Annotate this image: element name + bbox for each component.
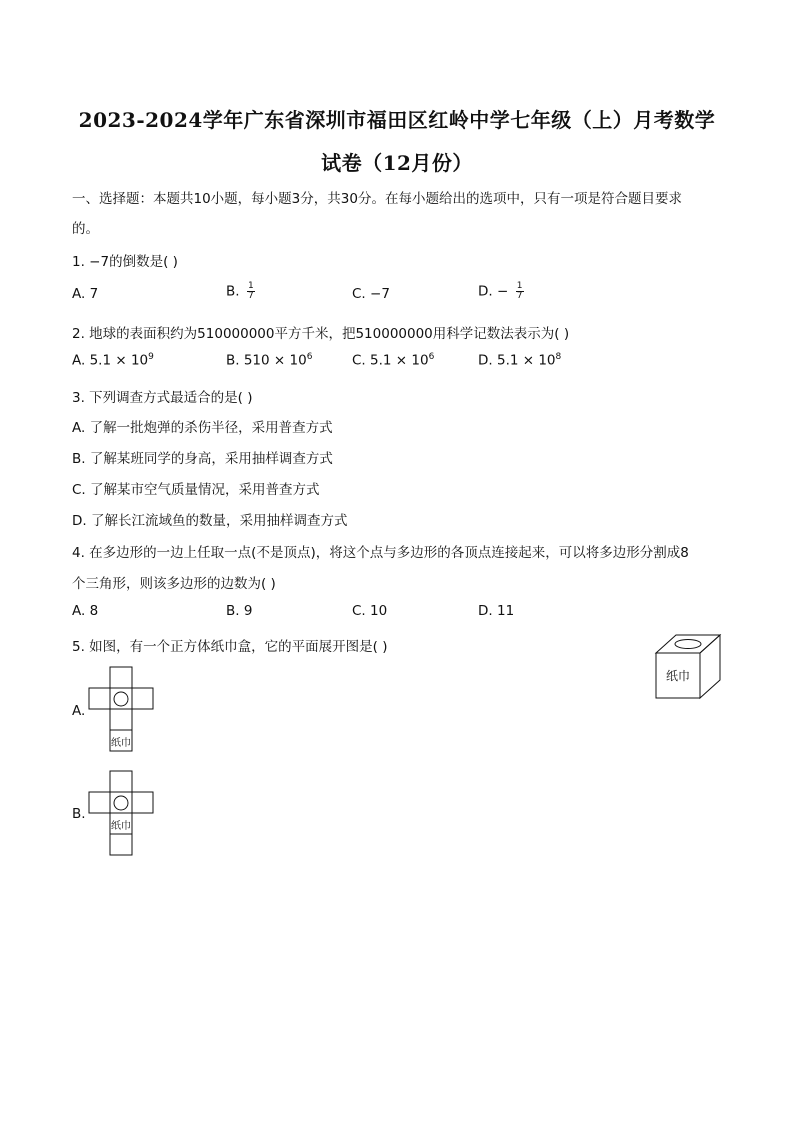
q2-option-a-base: A. 5.1 × 10 — [72, 352, 149, 369]
q1-option-c: C. −7 — [352, 286, 390, 302]
q4-option-b: B. 9 — [226, 603, 253, 619]
q5-option-b-net-label: 纸巾 — [111, 821, 131, 832]
q2-option-b-base: B. 510 × 10 — [226, 352, 307, 369]
q5-option-b-net — [88, 770, 156, 858]
q2-option-c — [352, 352, 434, 369]
q5-option-a-net-label: 纸巾 — [111, 738, 131, 749]
q5-option-a-label: A. — [72, 703, 86, 719]
q3-option-a: A. 了解一批炮弹的杀伤半径，采用普查方式 — [72, 420, 333, 436]
q1-option-b — [226, 282, 255, 301]
q2-option-a-exponent: 9 — [148, 352, 154, 362]
section-instruction-line2: 的。 — [72, 221, 99, 237]
q1-option-b-fraction — [247, 282, 255, 301]
q4-option-a: A. 8 — [72, 603, 99, 619]
q3-option-b: B. 了解某班同学的身高，采用抽样调查方式 — [72, 451, 333, 467]
q1-option-b-prefix: B. — [226, 283, 240, 300]
question-3-stem: 3. 下列调查方式最适合的是( ) — [72, 390, 253, 406]
q2-option-d-exponent: 8 — [555, 352, 562, 362]
q1-option-d-denominator: 7 — [516, 291, 523, 301]
q3-option-c: C. 了解某市空气质量情况，采用普查方式 — [72, 482, 320, 498]
q2-option-d-base: D. 5.1 × 10 — [478, 352, 556, 369]
tissue-box-figure — [652, 632, 724, 702]
q1-option-d-fraction — [516, 282, 524, 301]
q1-option-d-numerator: 1 — [516, 281, 523, 291]
question-5-stem: 5. 如图，有一个正方体纸巾盒，它的平面展开图是( ) — [72, 639, 388, 655]
q1-option-d-prefix: D. − — [478, 283, 509, 300]
q4-option-d: D. 11 — [478, 603, 515, 619]
q2-option-b — [226, 352, 312, 369]
q1-option-a: A. 7 — [72, 286, 99, 302]
q5-option-a-net — [88, 666, 156, 754]
tissue-box-label: 纸巾 — [665, 669, 691, 683]
exam-title-line2: 试卷（12月份） — [321, 151, 473, 175]
question-4-stem-line1: 4. 在多边形的一边上任取一点(不是顶点)，将这个点与多边形的各顶点连接起来，可以将多边形分割成8 — [72, 545, 689, 561]
question-4-stem-line2: 个三角形，则该多边形的边数为( ) — [72, 576, 276, 592]
q2-option-b-exponent: 6 — [306, 352, 313, 362]
q2-option-c-exponent: 6 — [428, 352, 435, 362]
q1-option-b-denominator: 7 — [247, 291, 254, 301]
q1-option-d — [478, 282, 524, 301]
section-instruction-line1: 一、选择题：本题共10小题，每小题3分，共30分。在每小题给出的选项中，只有一项是符合题目要求 — [72, 191, 682, 207]
q3-option-d: D. 了解长江流域鱼的数量，采用抽样调查方式 — [72, 513, 348, 529]
q1-option-b-numerator: 1 — [247, 281, 254, 291]
q2-option-d — [478, 352, 561, 369]
exam-title-line1: 2023-2024学年广东省深圳市福田区红岭中学七年级（上）月考数学 — [78, 108, 716, 132]
q2-option-c-base: C. 5.1 × 10 — [352, 352, 429, 369]
q4-option-c: C. 10 — [352, 603, 388, 619]
question-1-stem: 1. −7的倒数是( ) — [72, 254, 178, 270]
q2-option-a — [72, 352, 154, 369]
question-2-stem: 2. 地球的表面积约为510000000平方千米，把510000000用科学记数法表示为( ) — [72, 326, 570, 342]
q5-option-b-label: B. — [72, 806, 86, 822]
